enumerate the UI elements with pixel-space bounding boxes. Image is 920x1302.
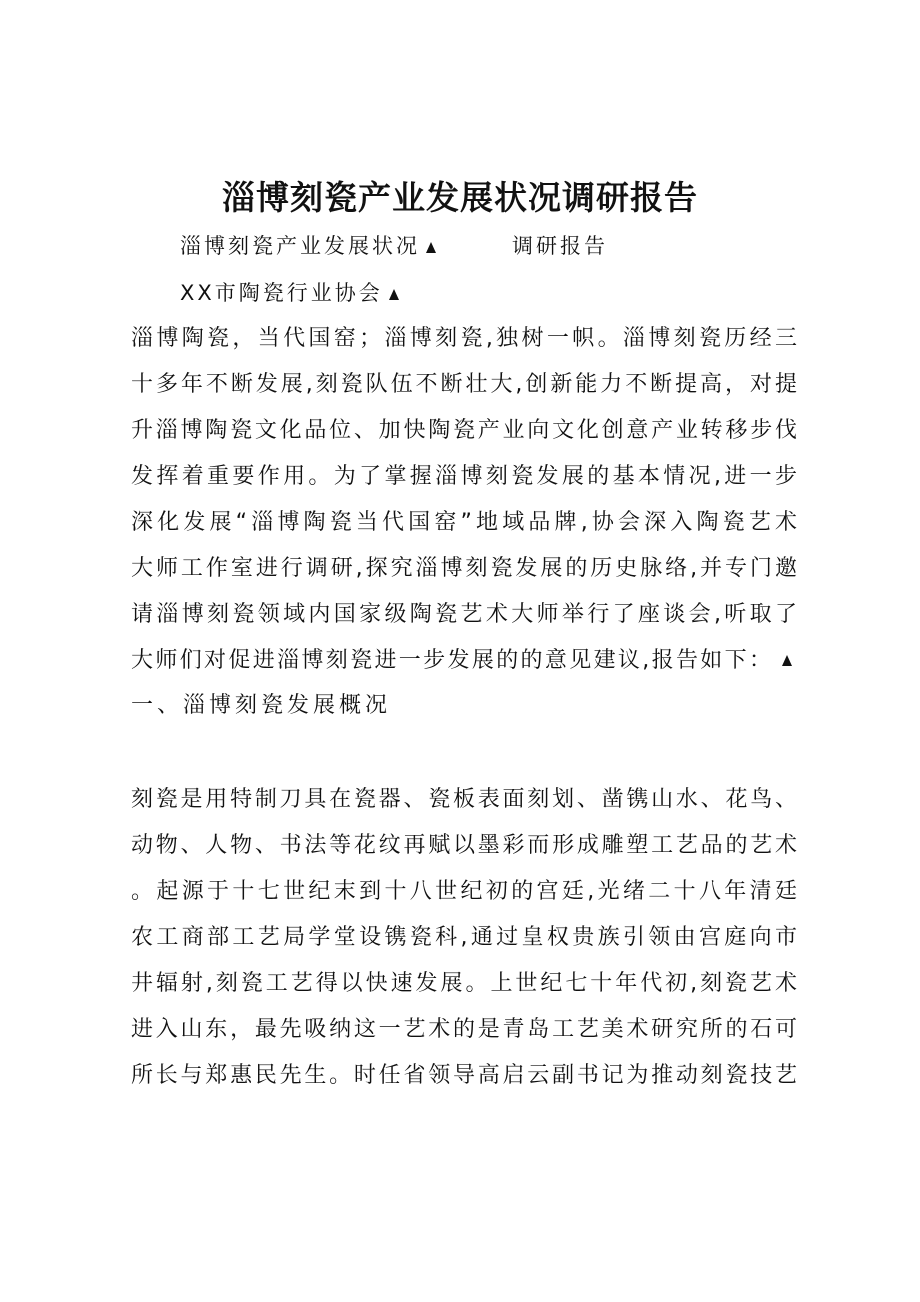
paragraph-mark-icon xyxy=(389,289,399,300)
text-line: 农工商部工艺局学堂设镌瓷科,通过皇权贵族引领由宫庭向市 xyxy=(131,925,797,950)
text-line: 大师工作室进行调研,探究淄博刻瓷发展的历史脉络,并专门邀 xyxy=(131,556,797,581)
text-line: 发挥着重要作用。为了掌握淄博刻瓷发展的基本情况,进一步 xyxy=(131,464,797,489)
subtitle-part1: 淄博刻瓷产业发展状况 xyxy=(180,234,420,258)
document-title: 淄博刻瓷产业发展状况调研报告 xyxy=(222,178,698,217)
text-line: 升淄博陶瓷文化品位、加快陶瓷产业向文化创意产业转移步伐 xyxy=(131,418,797,443)
text-line: 。起源于十七世纪末到十八世纪初的宫廷,光绪二十八年清廷 xyxy=(131,879,797,904)
subtitle-part2: 调研报告 xyxy=(512,234,608,258)
text-line: 井辐射,刻瓷工艺得以快速发展。上世纪七十年代初,刻瓷艺术 xyxy=(131,971,797,996)
author: XX市陶瓷行业协会 xyxy=(180,281,383,305)
text-line: 淄博陶瓷，当代国窑；淄博刻瓷,独树一帜。淄博刻瓷历经三 xyxy=(131,326,797,351)
text-line: 动物、人物、书法等花纹再赋以墨彩而形成雕塑工艺品的艺术 xyxy=(131,833,797,858)
text-line: 所长与郑惠民先生。时任省领导高启云副书记为推动刻瓷技艺 xyxy=(131,1063,797,1088)
text-line: 进入山东，最先吸纳这一艺术的是青岛工艺美术研究所的石可 xyxy=(131,1017,797,1042)
paragraph-mark-icon xyxy=(782,655,792,666)
author-line xyxy=(180,277,405,307)
text-line: 大师们对促进淄博刻瓷进一步发展的的意见建议,报告如下： xyxy=(131,648,771,673)
text-line: 请淄博刻瓷领域内国家级陶瓷艺术大师举行了座谈会,听取了 xyxy=(131,602,797,627)
text-line: 十多年不断发展,刻瓷队伍不断壮大,创新能力不断提高，对提 xyxy=(131,372,797,397)
text-line: 深化发展“淄博陶瓷当代国窑”地域品牌,协会深入陶瓷艺术 xyxy=(131,510,797,535)
section-heading: 一、淄博刻瓷发展概况 xyxy=(131,693,392,718)
paragraph-mark-icon xyxy=(426,242,436,253)
subtitle xyxy=(180,230,608,260)
text-line: 刻瓷是用特制刀具在瓷器、瓷板表面刻划、凿镌山水、花鸟、 xyxy=(131,787,797,812)
